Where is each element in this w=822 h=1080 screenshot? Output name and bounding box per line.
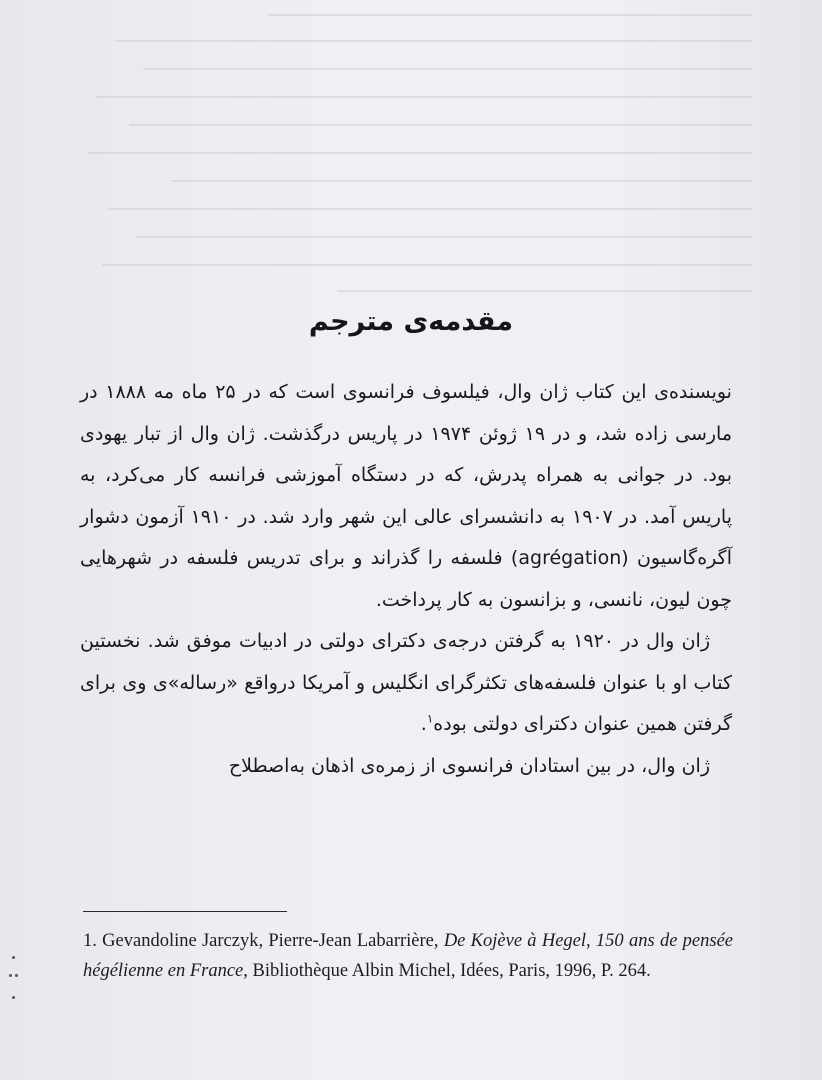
paragraph [80, 372, 732, 621]
paragraph: ژان وال در ۱۹۲۰ به گرفتن درجه‌ی دکترای دولتی در ادبیات موفق شد. نخستین کتاب او با عنوان فلسفه‌های تکثرگرای انگلیس و آمریکا درواقع «رساله»ی وی برای گرفتن همین عنوان دکترای دولتی بوده$^۱$. [80, 630, 732, 735]
bleed-through-text [60, 10, 752, 300]
footnote-publisher: , Bibliothèque Albin Michel, Idées, Paris, 1996, P. 264. [243, 961, 651, 981]
body-text [80, 372, 732, 787]
footnote-reference[interactable]: ۱ [426, 711, 434, 726]
footnote-authors: Gevandoline Jarczyk, Pierre-Jean Labarrière, [102, 931, 439, 951]
footnote-number: 1. [83, 931, 97, 951]
footnote [83, 926, 733, 986]
paragraph-text: ژان وال، در بین استادان فرانسوی از زمره‌ی اذهان به‌اصطلاح [228, 754, 710, 777]
paragraph [80, 746, 732, 788]
footnote-title: De Kojève à Hegel, 150 ans de pensée hégélienne en France [83, 931, 734, 981]
page-title: مقدمه‌ی مترجم [308, 306, 514, 337]
footnote-divider [83, 911, 287, 912]
margin-marks [6, 948, 22, 1018]
paragraph-text: ژان وال در ۱۹۲۰ به گرفتن درجه‌ی دکترای دولتی در ادبیات موفق شد. نخستین کتاب او با عنوان فلسفه‌های تکثرگرای انگلیس و آمریکا درواقع «رساله»ی وی برای گرفتن همین عنوان دکترای دولتی بوده [80, 630, 732, 735]
paragraph-text: نویسنده‌ی این کتاب ژان وال، فیلسوف فرانسوی است که در ۲۵ ماه مه ۱۸۸۸ در مارسی زاده شد، و در ۱۹ ژوئن ۱۹۷۴ در پاریس درگذشت. ژان وال از تبار یهودی بود. در جوانی به همراه پدرش، که در دستگاه آموزشی فرانسه کار می‌کرد، به پاریس آمد. در ۱۹۰۷ به دانشسرای عالی این شهر وارد شد. در ۱۹۱۰ آزمون دشوار آگره‌گاسیون (agrégation) فلسفه را گذراند و برای تدریس فلسفه در شهرهایی چون لیون، نانسی، و بزانسون به کار پرداخت. [80, 381, 733, 611]
